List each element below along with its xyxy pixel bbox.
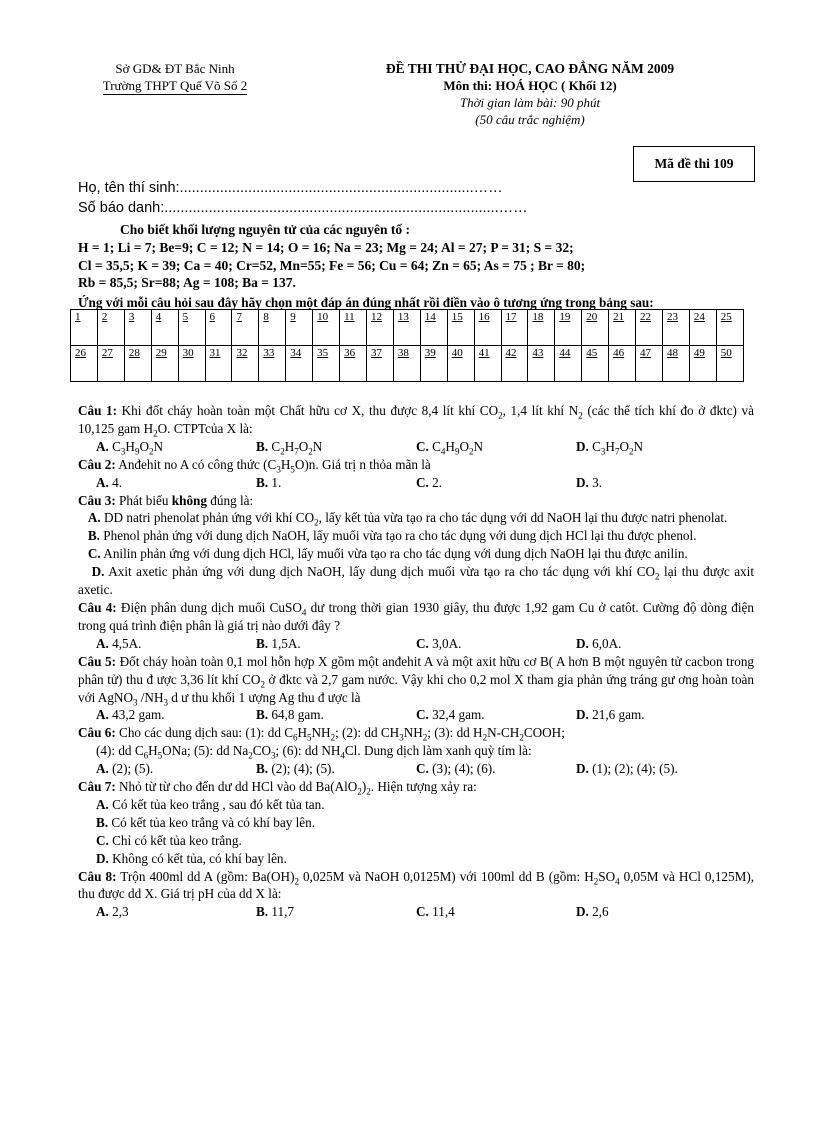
- answer-grid: [70, 309, 744, 382]
- answer-cell-46[interactable]: 46: [609, 346, 636, 382]
- answer-cell-42[interactable]: 42: [501, 346, 528, 382]
- question-label: Câu 6:: [78, 725, 116, 741]
- option-b[interactable]: B. 1,5A.: [256, 635, 301, 651]
- answer-cell-7[interactable]: 7: [232, 310, 259, 346]
- question-6-line-2: (4): dd $C_6H_5ONa$; (5): dd $Na_2CO_3$; (6): dd $NH_4Cl$. Dung dịch làm xanh quỳ tím là:: [96, 743, 532, 761]
- answer-cell-33[interactable]: 33: [259, 346, 286, 382]
- student-name-field[interactable]: Họ, tên thí sinh:.........................................................................……: [78, 180, 503, 196]
- student-id-field[interactable]: Số báo danh:...................................................................................……: [78, 200, 528, 216]
- answer-cell-49[interactable]: 49: [689, 346, 716, 382]
- answer-cell-4[interactable]: 4: [151, 310, 178, 346]
- option-d[interactable]: D. 21,6 gam.: [576, 707, 645, 723]
- answer-cell-11[interactable]: 11: [340, 310, 367, 346]
- answer-cell-23[interactable]: 23: [662, 310, 689, 346]
- option-a[interactable]: A. 4,5A.: [96, 635, 142, 651]
- option-d[interactable]: D. (1); (2); (4); (5).: [576, 761, 678, 777]
- answer-cell-2[interactable]: 2: [97, 310, 124, 346]
- answer-cell-32[interactable]: 32: [232, 346, 259, 382]
- atomic-mass-line-3: Rb = 85,5; Sr=88; Ag = 108; Ba = 137.: [78, 275, 296, 290]
- option-b[interactable]: B. (2); (4); (5).: [256, 761, 335, 777]
- exam-duration: Thời gian làm bài: 90 phút: [459, 95, 601, 110]
- answer-cell-26[interactable]: 26: [71, 346, 98, 382]
- option-d[interactable]: D. Axit axetic phản ứng với dung dịch NaOH, lấy dung dịch muối vừa tạo ra cho tác dụng với khí $CO_2$ lại thu được axit axetic.: [78, 564, 754, 598]
- answer-cell-5[interactable]: 5: [178, 310, 205, 346]
- question-label: Câu 1:: [78, 403, 118, 418]
- answer-instruction: Ứng với mỗi câu hỏi sau đây hãy chọn một đáp án đúng nhất rồi điền vào ô tương ứng trong bảng sau:: [78, 295, 654, 310]
- option-b[interactable]: B. 1.: [256, 474, 282, 490]
- question-3: Câu 3: Phát biểu không đúng là:: [78, 492, 254, 508]
- question-1: Câu 1: Khi đốt cháy hoàn toàn một Chất hữu cơ X, thu được 8,4 lít khí $CO_2$, 1,4 lít khí $N_2$ (các thể tích khí đo ở đktc) và 10,125 gam $H_2O$. CTPTcủa X là:: [78, 403, 754, 439]
- answer-cell-47[interactable]: 47: [636, 346, 663, 382]
- option-a[interactable]: A. Có kết tủa keo trắng , sau đó kết tủa tan.: [96, 796, 325, 812]
- question-5: Câu 5: Đốt cháy hoàn toàn 0,1 mol hỗn hợp X gồm một anđehit A và một axit hữu cơ B( A hơn B một nguyên tử cacbon trong phân tử) thu đ ược 3,36 lít khí $CO_2$ ở đktc và 2,7 gam nước. Vậy khi cho 0,2 mol X tham gia phản ứng tráng gư ơng hoàn toàn với AgNO$_3$ $/NH_3$ d ư thu khối 1 ượng Ag thu đ ược là: [78, 653, 755, 708]
- answer-cell-15[interactable]: 15: [447, 310, 474, 346]
- answer-cell-45[interactable]: 45: [582, 346, 609, 382]
- atomic-mass-list: [78, 239, 754, 292]
- answer-cell-41[interactable]: 41: [474, 346, 501, 382]
- option-c[interactable]: C. 11,4: [416, 904, 455, 920]
- answer-cell-39[interactable]: 39: [420, 346, 447, 382]
- option-b[interactable]: B. 64,8 gam.: [256, 707, 324, 723]
- answer-cell-16[interactable]: 16: [474, 310, 501, 346]
- option-c[interactable]: C. 3,0A.: [416, 635, 462, 651]
- answer-cell-13[interactable]: 13: [393, 310, 420, 346]
- answer-cell-10[interactable]: 10: [313, 310, 340, 346]
- option-d[interactable]: D. 3.: [576, 474, 603, 490]
- option-b[interactable]: B. 11,7: [256, 904, 294, 920]
- answer-cell-9[interactable]: 9: [286, 310, 313, 346]
- question-2: Câu 2: Anđehit no A có công thức $(C_3H_5O)n$. Giá trị n thỏa mãn là: [78, 456, 431, 475]
- dept-name: Sở GD& ĐT Bắc Ninh: [115, 61, 235, 76]
- option-b[interactable]: B. Phenol phản ứng với dung dịch NaOH, lấy muối vừa tạo ra cho tác dụng với dung dịch HCl lại thu được phenol.: [87, 528, 697, 544]
- answer-cell-48[interactable]: 48: [662, 346, 689, 382]
- answer-cell-8[interactable]: 8: [259, 310, 286, 346]
- question-label: Câu 5:: [78, 653, 117, 669]
- answer-cell-34[interactable]: 34: [286, 346, 313, 382]
- option-a[interactable]: A. 43,2 gam.: [96, 707, 165, 723]
- answer-cell-27[interactable]: 27: [97, 346, 124, 382]
- answer-cell-31[interactable]: 31: [205, 346, 232, 382]
- answer-cell-36[interactable]: 36: [340, 346, 367, 382]
- question-label: Câu 2:: [78, 456, 116, 472]
- answer-grid-row-1: [71, 310, 744, 346]
- answer-cell-21[interactable]: 21: [609, 310, 636, 346]
- option-d[interactable]: D. $C_3H_7O_2N$: [576, 438, 644, 457]
- answer-cell-12[interactable]: 12: [366, 310, 393, 346]
- option-c[interactable]: C. Chỉ có kết tủa keo trắng.: [96, 832, 242, 848]
- question-label: Câu 7:: [78, 779, 116, 795]
- exam-code: Mã đề thi 109: [654, 156, 734, 171]
- answer-cell-19[interactable]: 19: [555, 310, 582, 346]
- answer-cell-25[interactable]: 25: [716, 310, 743, 346]
- answer-cell-28[interactable]: 28: [124, 346, 151, 382]
- option-a[interactable]: A. 4.: [96, 474, 123, 490]
- exam-code-box: [633, 146, 755, 182]
- answer-cell-18[interactable]: 18: [528, 310, 555, 346]
- atomic-mass-line-2: Cl = 35,5; K = 39; Ca = 40; Cr=52, Mn=55; Fe = 56; Cu = 64; Zn = 65; As = 75 ; Br = 80;: [78, 257, 586, 273]
- option-d[interactable]: D. 6,0A.: [576, 635, 622, 651]
- option-d[interactable]: D. Không có kết tủa, có khí bay lên.: [96, 850, 287, 866]
- answer-cell-3[interactable]: 3: [124, 310, 151, 346]
- option-a[interactable]: A. 2,3: [96, 904, 129, 920]
- option-a[interactable]: A. (2); (5).: [96, 761, 154, 777]
- answer-cell-14[interactable]: 14: [420, 310, 447, 346]
- answer-cell-29[interactable]: 29: [151, 346, 178, 382]
- option-a[interactable]: A. $C_3H_9O_2N$: [96, 438, 164, 457]
- option-d[interactable]: D. 2,6: [576, 904, 609, 920]
- option-b[interactable]: B. Có kết tủa keo trắng và có khí bay lên.: [96, 814, 316, 830]
- question-7: Câu 7: Nhỏ từ từ cho đến dư dd HCl vào dd $Ba(AlO_2)_2$. Hiện tượng xảy ra:: [78, 779, 477, 797]
- options-q4: [78, 635, 754, 653]
- answer-cell-20[interactable]: 20: [582, 310, 609, 346]
- options-q5: [78, 706, 754, 724]
- option-c[interactable]: C. 2.: [416, 474, 443, 490]
- question-label: Câu 4:: [78, 599, 117, 615]
- option-c[interactable]: C. (3); (4); (6).: [416, 761, 496, 777]
- answer-cell-17[interactable]: 17: [501, 310, 528, 346]
- question-label: Câu 3:: [78, 492, 116, 508]
- answer-cell-22[interactable]: 22: [636, 310, 663, 346]
- option-a[interactable]: A. DD natri phenolat phản ứng với khí $CO_2$, lấy kết tủa vừa tạo ra cho tác dụng với dd NaOH lại thu được natri phenolat.: [87, 510, 728, 529]
- options-q6: [78, 760, 754, 778]
- answer-cell-44[interactable]: 44: [555, 346, 582, 382]
- answer-cell-35[interactable]: 35: [313, 346, 340, 382]
- header-right: [330, 60, 730, 128]
- answer-cell-50[interactable]: 50: [716, 346, 743, 382]
- question-4: Câu 4: Điện phân dung dịch muối CuSO$_4$ dư trong thời gian 1930 giây, thu được 1,92 gam Cu ở catôt. Cường độ dòng điện trong quá trình điện phân là giá trị nào dưới đây ?: [78, 599, 754, 633]
- atomic-mass-line-1: H = 1; Li = 7; Be=9; C = 12; N = 14; O = 16; Na = 23; Mg = 24; Al = 27; P = 31; S = 32;: [78, 240, 574, 255]
- header-left: [60, 60, 290, 95]
- atomic-mass-title: Cho biết khối lượng nguyên tử của các nguyên tố :: [120, 222, 410, 237]
- options-q2: [78, 474, 754, 492]
- question-8: Câu 8: Trộn 400ml dd A (gồm: $Ba(OH)_2$ 0,025M và NaOH 0,0125M) với 100ml dd B (gồm: $H_2SO_4$ 0,05M và HCl 0,125M), thu được dd X. Giá trị pH của dd X là:: [78, 868, 755, 902]
- options-q8: [78, 903, 754, 921]
- exam-title: ĐỀ THI THỬ ĐẠI HỌC, CAO ĐẲNG NĂM 2009: [385, 61, 675, 76]
- options-q1: [78, 438, 754, 456]
- option-c[interactable]: C. Anilin phản ứng với dung dịch HCl, lấy muối vừa tạo ra cho tác dụng với dung dịch NaOH lại thu được anilin.: [87, 546, 688, 562]
- answer-grid-row-2: [71, 346, 744, 382]
- answer-cell-38[interactable]: 38: [393, 346, 420, 382]
- answer-cell-43[interactable]: 43: [528, 346, 555, 382]
- answer-cell-30[interactable]: 30: [178, 346, 205, 382]
- option-c[interactable]: C. 32,4 gam.: [416, 707, 485, 723]
- answer-cell-6[interactable]: 6: [205, 310, 232, 346]
- exam-subject: Môn thi: HOÁ HỌC ( Khối 12): [443, 78, 617, 93]
- question-count: (50 câu trắc nghiệm): [475, 112, 585, 127]
- answer-cell-37[interactable]: 37: [366, 346, 393, 382]
- questions: [78, 402, 754, 921]
- answer-cell-1[interactable]: 1: [71, 310, 98, 346]
- option-b[interactable]: B. $C_2H_7O_2N$: [256, 438, 323, 457]
- question-6: Câu 6: Cho các dung dịch sau: (1): dd $C_6H_5NH_2$; (2): dd $CH_3NH_2$; (3): dd $H_2N-CH_2COOH$;: [78, 725, 565, 743]
- school-name: Trường THPT Quế Võ Số 2: [102, 78, 248, 93]
- answer-cell-24[interactable]: 24: [689, 310, 716, 346]
- option-c[interactable]: C. $C_4H_9O_2N$: [416, 438, 484, 457]
- question-label: Câu 8:: [78, 868, 117, 884]
- answer-cell-40[interactable]: 40: [447, 346, 474, 382]
